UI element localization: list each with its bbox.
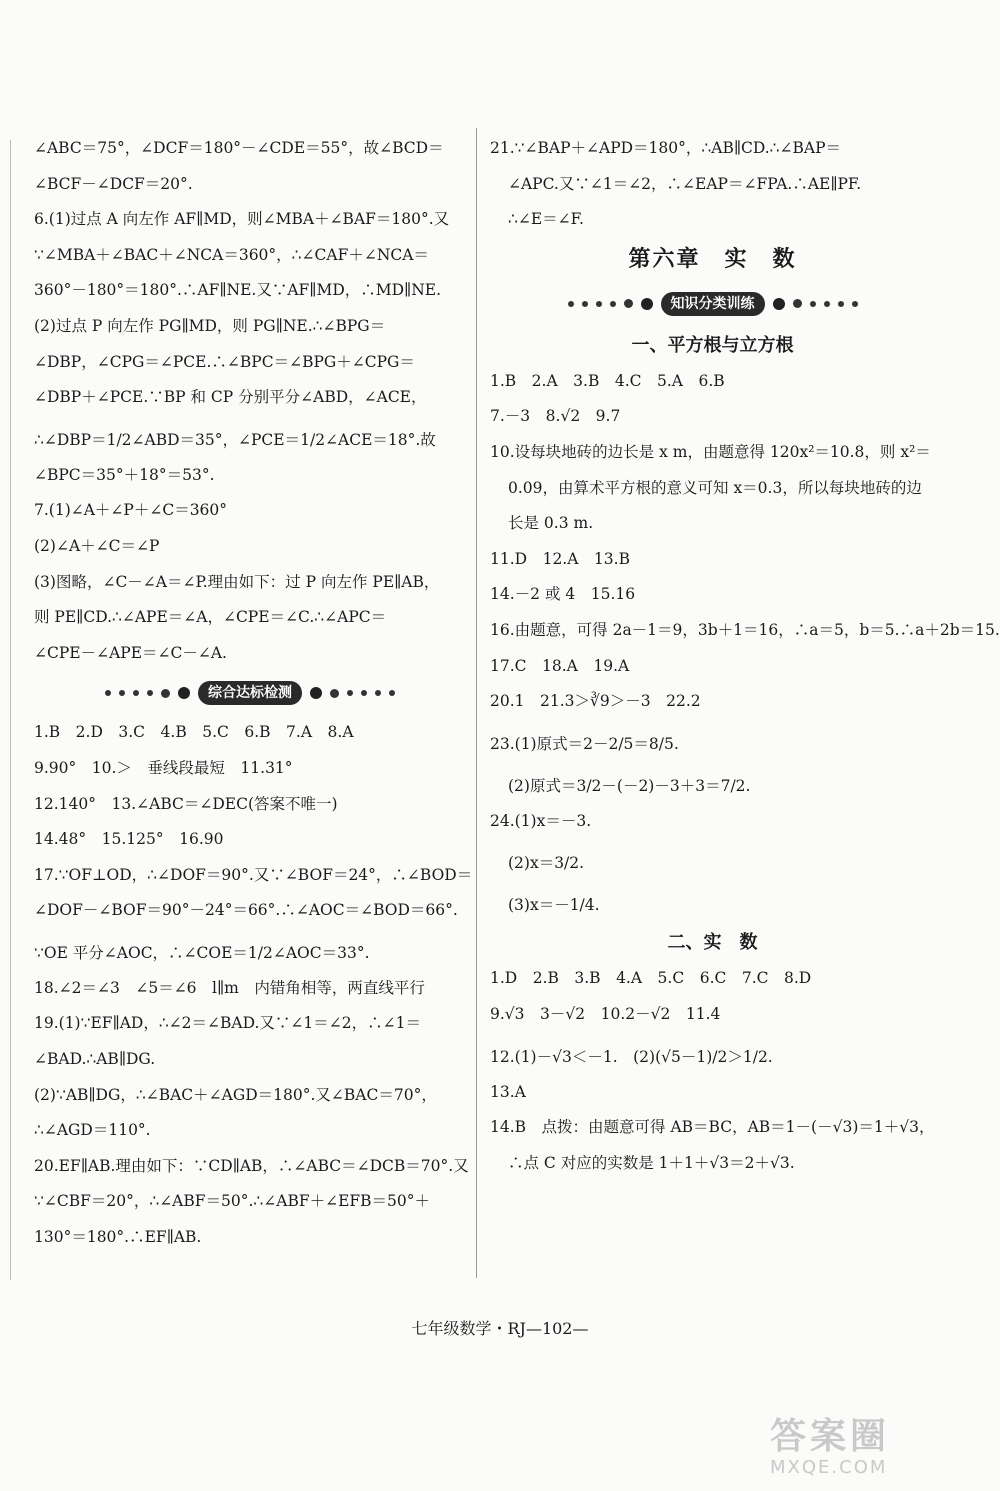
answer-line: ∴点 C 对应的实数是 1＋1＋√3＝2＋√3. bbox=[508, 1153, 795, 1172]
answer-line: (2)∠A＋∠C＝∠P bbox=[34, 536, 160, 555]
answer-line: 19.(1)∵EF∥AD，∴∠2＝∠BAD.又∵∠1＝∠2，∴∠1＝ bbox=[34, 1014, 421, 1033]
answer-line: 14.B 点拨：由题意可得 AB＝BC，AB＝1－(－√3)＝1＋√3， bbox=[490, 1118, 935, 1137]
dot-icon bbox=[330, 689, 339, 698]
answer-line: (2)x＝3/2. bbox=[508, 854, 585, 873]
section-banner bbox=[490, 289, 935, 319]
answer-line: ∵OE 平分∠AOC，∴∠COE＝1/2∠AOC＝33°. bbox=[34, 943, 370, 962]
answer-line: ∠DBP＋∠PCE.∵BP 和 CP 分别平分∠ABD，∠ACE， bbox=[34, 388, 427, 407]
answer-line: 20.EF∥AB.理由如下：∵CD∥AB，∴∠ABC＝∠DCB＝70°.又 bbox=[34, 1156, 469, 1175]
answer-line: ∠CPE－∠APE＝∠C－∠A. bbox=[34, 643, 227, 662]
decorative-dots bbox=[310, 687, 395, 699]
watermark-url: MXQE.COM bbox=[770, 1457, 888, 1478]
dot-icon bbox=[133, 690, 139, 696]
dot-icon bbox=[178, 687, 190, 699]
answer-line: 130°＝180°.∴EF∥AB. bbox=[34, 1228, 202, 1247]
dot-icon bbox=[641, 298, 653, 310]
answer-line: 长是 0.3 m. bbox=[508, 514, 594, 533]
answer-line: ∴∠DBP＝1/2∠ABD＝35°，∠PCE＝1/2∠ACE＝18°.故 bbox=[34, 430, 436, 449]
dot-icon bbox=[610, 301, 616, 307]
answer-line: 9.√3 3－√2 10.2－√2 11.4 bbox=[490, 1004, 721, 1023]
decorative-dots bbox=[105, 687, 190, 699]
answer-line: ∠APC.又∵∠1＝∠2，∴∠EAP＝∠FPA.∴AE∥PF. bbox=[508, 174, 862, 193]
dot-icon bbox=[793, 299, 802, 308]
answer-line: 1.B 2.A 3.B 4.C 5.A 6.B bbox=[490, 371, 725, 390]
answer-line: (2)原式＝3/2－(－2)－3＋3＝7/2. bbox=[508, 776, 751, 795]
answer-line: 13.A bbox=[490, 1082, 526, 1101]
answer-line: (2)过点 P 向左作 PG∥MD，则 PG∥NE.∴∠BPG＝ bbox=[34, 316, 386, 335]
answer-line: ∵∠CBF＝20°，∴∠ABF＝50°.∴∠ABF＋∠EFB＝50°＋ bbox=[34, 1192, 431, 1211]
answer-line: 则 PE∥CD.∴∠APE＝∠A，∠CPE＝∠C.∴∠APC＝ bbox=[34, 608, 387, 627]
answer-line: 16.由题意，可得 2a－1＝9，3b＋1＝16，∴a＝5，b＝5.∴a＋2b＝15. bbox=[490, 620, 1000, 639]
answer-line: 12.(1)－√3＜－1. (2)(√5－1)/2＞1/2. bbox=[490, 1047, 773, 1066]
answer-line: 12.140° 13.∠ABC＝∠DEC(答案不唯一) bbox=[34, 794, 338, 813]
chapter-title: 第六章 实 数 bbox=[628, 246, 797, 272]
answer-line: 14.48° 15.125° 16.90 bbox=[34, 830, 224, 849]
section-title: 一、平方根与立方根 bbox=[631, 334, 794, 356]
dot-icon bbox=[810, 301, 816, 307]
dot-icon bbox=[596, 301, 602, 307]
dot-icon bbox=[147, 690, 153, 696]
answer-line: ∵∠MBA＋∠BAC＋∠NCA＝360°，∴∠CAF＋∠NCA＝ bbox=[34, 245, 429, 264]
dot-icon bbox=[773, 298, 785, 310]
answer-line: 18.∠2＝∠3 ∠5＝∠6 l∥m 内错角相等，两直线平行 bbox=[34, 978, 425, 997]
left-column bbox=[34, 138, 473, 1263]
dot-icon bbox=[361, 690, 367, 696]
dot-icon bbox=[310, 687, 322, 699]
banner-label: 综合达标检测 bbox=[198, 681, 302, 705]
right-column bbox=[490, 138, 1000, 1188]
answer-line: ∠BPC＝35°＋18°＝53°. bbox=[34, 465, 215, 484]
answer-line: 14.－2 或 4 15.16 bbox=[490, 585, 636, 604]
dot-icon bbox=[838, 301, 844, 307]
answer-line: ∠ABC＝75°，∠DCF＝180°－∠CDE＝55°，故∠BCD＝ bbox=[34, 139, 444, 157]
answer-line: 9.90° 10.＞ 垂线段最短 11.31° bbox=[34, 758, 293, 777]
answer-line: ∴∠AGD＝110°. bbox=[34, 1121, 151, 1140]
dot-icon bbox=[347, 690, 353, 696]
answer-line: 10.设每块地砖的边长是 x m，由题意得 120x²＝10.8，则 x²＝ bbox=[490, 442, 931, 461]
answer-line: (3)图略，∠C－∠A＝∠P.理由如下：过 P 向左作 PE∥AB， bbox=[34, 572, 440, 591]
decorative-dots bbox=[773, 298, 858, 310]
answer-line: 20.1 21.3＞∛9＞－3 22.2 bbox=[490, 692, 701, 711]
dot-icon bbox=[119, 690, 125, 696]
answer-line: 7.(1)∠A＋∠P＋∠C＝360° bbox=[34, 501, 228, 520]
watermark-title: 答案圈 bbox=[770, 1416, 891, 1457]
answer-line: 1.D 2.B 3.B 4.A 5.C 6.C 7.C 8.D bbox=[490, 969, 812, 988]
answer-line: ∠DBP，∠CPG＝∠PCE.∴∠BPC＝∠BPG＋∠CPG＝ bbox=[34, 352, 415, 371]
answer-line: 23.(1)原式＝2－2/5＝8/5. bbox=[490, 734, 679, 753]
binding-edge-line bbox=[10, 140, 11, 1280]
dot-icon bbox=[375, 690, 381, 696]
answer-line: 0.09，由算术平方根的意义可知 x＝0.3，所以每块地砖的边 bbox=[508, 478, 922, 497]
answer-line: ∠BCF－∠DCF＝20°. bbox=[34, 174, 193, 193]
answer-line: ∴∠E＝∠F. bbox=[508, 210, 584, 229]
answer-line: 6.(1)过点 A 向左作 AF∥MD，则∠MBA＋∠BAF＝180°.又 bbox=[34, 210, 450, 229]
dot-icon bbox=[624, 299, 633, 308]
dot-icon bbox=[852, 301, 858, 307]
dot-icon bbox=[105, 690, 111, 696]
answer-line: 21.∵∠BAP＋∠APD＝180°，∴AB∥CD.∴∠BAP＝ bbox=[490, 139, 842, 157]
dot-icon bbox=[824, 301, 830, 307]
answer-line: 360°－180°＝180°.∴AF∥NE.又∵AF∥MD，∴MD∥NE. bbox=[34, 281, 442, 300]
answer-line: ∠DOF－∠BOF＝90°－24°＝66°.∴∠AOC＝∠BOD＝66°. bbox=[34, 901, 458, 920]
watermark-logo bbox=[770, 1408, 990, 1488]
dot-icon bbox=[389, 690, 395, 696]
answer-line: (3)x＝－1/4. bbox=[508, 896, 600, 915]
page-footer: 七年级数学・RJ—102— bbox=[411, 1319, 589, 1338]
banner-label: 知识分类训练 bbox=[661, 292, 765, 316]
answer-line: 17.C 18.A 19.A bbox=[490, 656, 630, 675]
answer-line: 24.(1)x＝－3. bbox=[490, 811, 592, 830]
dot-icon bbox=[582, 301, 588, 307]
answer-line: 11.D 12.A 13.B bbox=[490, 549, 630, 568]
answer-line: ∠BAD.∴AB∥DG. bbox=[34, 1050, 156, 1069]
answer-line: 17.∵OF⊥OD，∴∠DOF＝90°.又∵∠BOF＝24°，∴∠BOD＝ bbox=[34, 865, 473, 884]
answer-line: 1.B 2.D 3.C 4.B 5.C 6.B 7.A 8.A bbox=[34, 723, 354, 742]
section-title: 二、实 数 bbox=[667, 932, 758, 954]
answer-line: 7.－3 8.√2 9.7 bbox=[490, 407, 621, 426]
decorative-dots bbox=[568, 298, 653, 310]
dot-icon bbox=[568, 301, 574, 307]
column-divider bbox=[476, 128, 477, 1278]
dot-icon bbox=[161, 689, 170, 698]
answer-line: (2)∵AB∥DG，∴∠BAC＋∠AGD＝180°.又∠BAC＝70°， bbox=[34, 1085, 437, 1104]
section-banner bbox=[34, 678, 466, 708]
